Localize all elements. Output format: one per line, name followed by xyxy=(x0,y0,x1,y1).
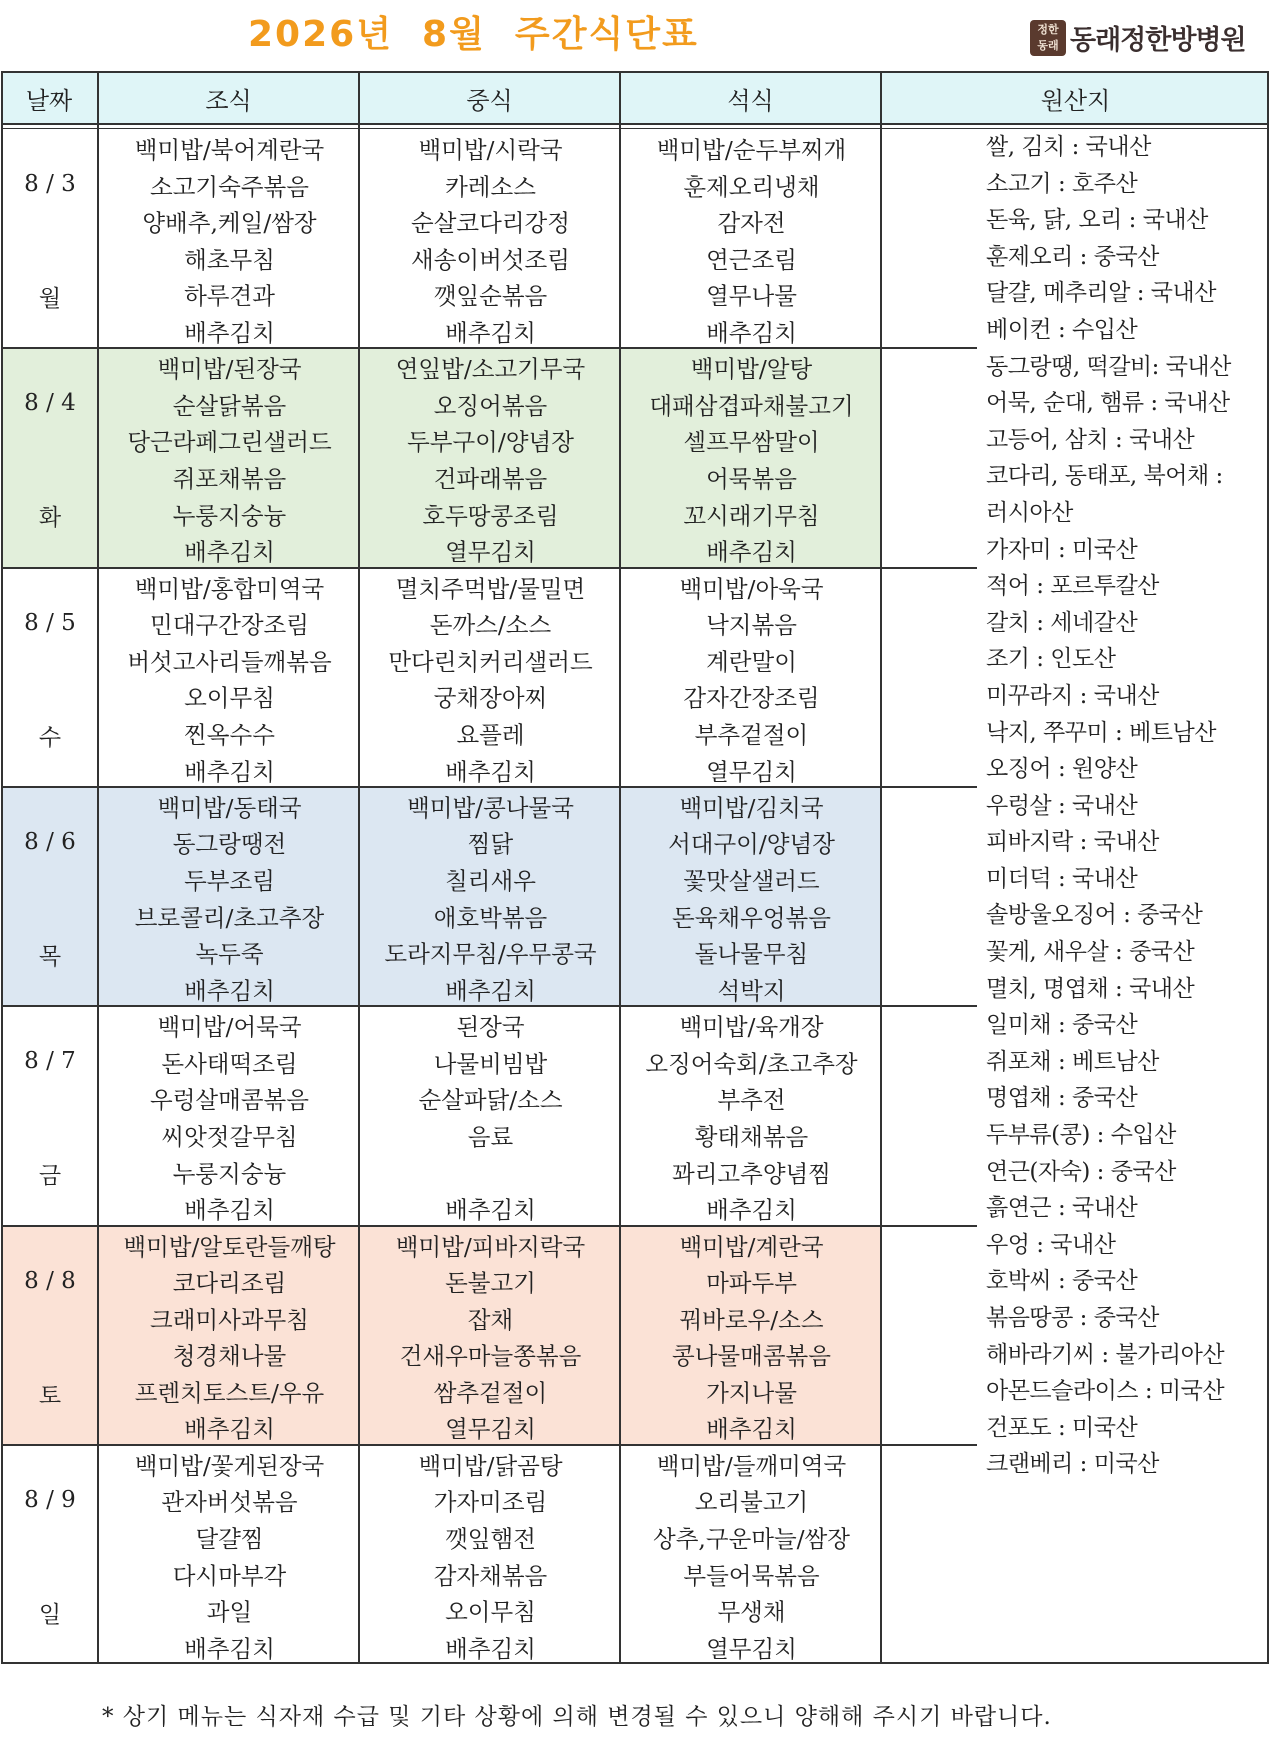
menu-item: 우렁살매콤볶음 xyxy=(150,1086,309,1115)
menu-item: 소고기숙주볶음 xyxy=(150,172,309,201)
menu-item: 열무김치 xyxy=(706,1634,797,1663)
menu-item: 연잎밥/소고기무국 xyxy=(395,355,586,384)
origin-item: 쌀, 김치 : 국내산 xyxy=(986,134,1151,160)
menu-item: 달걀찜 xyxy=(195,1524,264,1553)
menu-item: 코다리조림 xyxy=(172,1269,287,1298)
menu-item: 백미밥/동태국 xyxy=(157,793,302,822)
menu-item: 배추김치 xyxy=(706,1196,797,1225)
origin-item: 일미채 : 중국산 xyxy=(986,1012,1138,1039)
menu-item: 호두땅콩조림 xyxy=(422,501,559,530)
day-weekday: 화 xyxy=(38,505,62,532)
origin-item: 러시아산 xyxy=(986,499,1073,526)
menu-item: 관자버섯볶음 xyxy=(161,1488,298,1517)
menu-item: 해초무침 xyxy=(184,245,275,274)
menu-item: 무생채 xyxy=(717,1598,786,1627)
menu-item: 백미밥/북어계란국 xyxy=(134,136,325,164)
menu-item: 요플레 xyxy=(456,720,525,749)
menu-item: 감자간장조림 xyxy=(683,684,820,713)
menu-item: 백미밥/어묵국 xyxy=(157,1013,302,1042)
menu-item: 부들어묵볶음 xyxy=(683,1561,820,1590)
menu-item: 칠리새우 xyxy=(445,867,536,896)
menu-item: 건파래볶음 xyxy=(433,465,548,494)
origin-item: 베이컨 : 수입산 xyxy=(986,316,1138,343)
menu-item: 하루견과 xyxy=(184,282,275,311)
menu-item: 멸치주먹밥/물밀면 xyxy=(395,574,586,603)
origin-item: 어묵, 순대, 햄류 : 국내산 xyxy=(986,390,1230,417)
menu-item: 찜닭 xyxy=(467,830,514,859)
menu-item: 황태채볶음 xyxy=(694,1122,809,1151)
menu-item: 대패삼겹파채불고기 xyxy=(649,391,854,420)
menu-item: 배추김치 xyxy=(184,1634,275,1663)
menu-item: 순살파닭/소스 xyxy=(418,1086,563,1115)
menu-item: 동그랑땡전 xyxy=(172,830,287,859)
menu-item: 돈육채우엉볶음 xyxy=(672,903,831,932)
table-border xyxy=(1,71,1269,1664)
menu-item: 배추김치 xyxy=(445,1634,536,1663)
menu-item: 두부조림 xyxy=(184,867,275,896)
menu-item: 백미밥/알탕 xyxy=(690,355,813,384)
menu-item: 나물비빔밥 xyxy=(433,1049,548,1078)
menu-item: 상추,구운마늘/쌈장 xyxy=(653,1524,850,1553)
menu-item: 오이무침 xyxy=(184,684,275,713)
origin-item: 우렁살 : 국내산 xyxy=(986,792,1138,819)
menu-item: 새송이버섯조림 xyxy=(411,245,570,274)
hospital-seal-icon: 정한 동래 xyxy=(1030,20,1066,56)
menu-item: 배추김치 xyxy=(706,318,797,347)
menu-item: 백미밥/시락국 xyxy=(418,136,563,164)
footer-note: * 상기 메뉴는 식자재 수급 및 기타 상황에 의해 변경될 수 있으니 양해해 주시기 바랍니다. xyxy=(102,1704,1052,1730)
menu-item: 돌나물무침 xyxy=(694,940,809,969)
origin-item: 호박씨 : 중국산 xyxy=(986,1268,1138,1295)
menu-item: 백미밥/순두부찌개 xyxy=(656,136,847,164)
menu-item: 백미밥/피바지락국 xyxy=(395,1232,586,1261)
header-breakfast: 조식 xyxy=(99,71,360,125)
menu-item: 꼬시래기무침 xyxy=(683,501,820,530)
origin-item: 훈제오리 : 중국산 xyxy=(986,243,1159,270)
origin-item: 낙지, 쭈꾸미 : 베트남산 xyxy=(986,719,1216,746)
menu-item: 백미밥/아욱국 xyxy=(679,574,824,603)
menu-item: 석박지 xyxy=(717,976,786,1005)
menu-item: 훈제오리냉채 xyxy=(683,172,820,201)
menu-item: 배추김치 xyxy=(445,318,536,347)
origin-item: 멸치, 명엽채 : 국내산 xyxy=(986,975,1195,1002)
menu-item: 연근조림 xyxy=(706,245,797,274)
menu-item: 부추겉절이 xyxy=(694,720,809,749)
menu-item: 어묵볶음 xyxy=(706,465,797,494)
origin-item: 오징어 : 원양산 xyxy=(986,756,1138,783)
menu-item: 열무김치 xyxy=(706,757,797,786)
menu-item: 배추김치 xyxy=(184,1415,275,1444)
menu-item: 백미밥/꽃게된장국 xyxy=(134,1451,325,1480)
menu-item: 감자채볶음 xyxy=(433,1561,548,1590)
origin-item: 흙연근 : 국내산 xyxy=(986,1195,1138,1222)
day-date: 8 / 7 xyxy=(24,1048,76,1075)
menu-item: 녹두죽 xyxy=(195,940,264,969)
menu-item: 다시마부각 xyxy=(172,1561,287,1590)
menu-item: 배추김치 xyxy=(445,757,536,786)
menu-item: 백미밥/계란국 xyxy=(679,1232,824,1261)
menu-item: 백미밥/된장국 xyxy=(157,355,302,384)
origin-item: 갈치 : 세네갈산 xyxy=(986,609,1138,636)
menu-item: 누룽지숭늉 xyxy=(172,1159,287,1188)
menu-item: 카레소스 xyxy=(445,172,536,201)
menu-item: 오징어숙회/초고추장 xyxy=(645,1049,858,1078)
menu-item: 배추김치 xyxy=(184,538,275,567)
origin-item: 가자미 : 미국산 xyxy=(986,536,1138,563)
menu-item: 배추김치 xyxy=(706,1415,797,1444)
day-weekday: 금 xyxy=(38,1163,62,1190)
menu-item: 배추김치 xyxy=(184,757,275,786)
menu-item: 백미밥/홍합미역국 xyxy=(134,574,325,603)
menu-item: 순살닭볶음 xyxy=(172,391,287,420)
origin-item: 아몬드슬라이스 : 미국산 xyxy=(986,1378,1225,1405)
menu-item: 백미밥/닭곰탕 xyxy=(418,1451,563,1480)
menu-item: 만다린치커리샐러드 xyxy=(388,647,593,676)
menu-item: 찐옥수수 xyxy=(184,720,275,749)
day-weekday: 수 xyxy=(38,724,62,751)
origin-item: 솔방울오징어 : 중국산 xyxy=(986,902,1203,929)
menu-item: 배추김치 xyxy=(445,976,536,1005)
menu-item: 두부구이/양념장 xyxy=(407,428,574,457)
day-date: 8 / 9 xyxy=(24,1486,76,1513)
menu-item: 잡채 xyxy=(467,1305,514,1334)
menu-item: 프렌치토스트/우유 xyxy=(134,1378,325,1407)
menu-item: 콩나물매콤볶음 xyxy=(672,1342,831,1371)
menu-item: 배추김치 xyxy=(706,538,797,567)
menu-item: 감자전 xyxy=(717,209,786,238)
origin-item: 볶음땅콩 : 중국산 xyxy=(986,1305,1159,1331)
origin-item: 해바라기씨 : 불가리아산 xyxy=(986,1341,1225,1368)
header-date: 날짜 xyxy=(1,71,99,125)
menu-item: 청경채나물 xyxy=(172,1342,287,1371)
origin-item: 고등어, 삼치 : 국내산 xyxy=(986,426,1195,453)
header-dinner: 석식 xyxy=(621,71,882,125)
day-weekday: 월 xyxy=(38,286,62,312)
menu-item: 크래미사과무침 xyxy=(150,1305,309,1334)
menu-item: 계란말이 xyxy=(706,647,797,676)
menu-item: 돈까스/소스 xyxy=(429,611,552,640)
menu-item: 배추김치 xyxy=(445,1196,536,1225)
origin-item: 돈육, 닭, 오리 : 국내산 xyxy=(986,207,1208,234)
origin-item: 미꾸라지 : 국내산 xyxy=(986,682,1159,709)
menu-item: 서대구이/양념장 xyxy=(668,830,835,859)
menu-item: 꿔바로우/소스 xyxy=(679,1305,824,1334)
menu-item: 꽃맛살샐러드 xyxy=(683,867,820,896)
day-date: 8 / 4 xyxy=(24,390,76,417)
origin-item: 조기 : 인도산 xyxy=(986,646,1116,673)
header-origin: 원산지 xyxy=(882,71,1269,125)
day-date: 8 / 6 xyxy=(24,828,76,855)
menu-item: 양배추,케일/쌈장 xyxy=(142,209,317,238)
menu-item: 백미밥/들깨미역국 xyxy=(656,1451,847,1480)
menu-item: 씨앗젓갈무침 xyxy=(161,1122,298,1151)
hospital-name: 동래정한방병원 xyxy=(1070,25,1246,56)
menu-item: 궁채장아찌 xyxy=(433,684,548,713)
menu-item: 오이무침 xyxy=(445,1598,536,1627)
menu-item: 버섯고사리들깨볶음 xyxy=(127,647,332,676)
header-lunch: 중식 xyxy=(360,71,621,125)
menu-item: 도라지무침/우무콩국 xyxy=(384,940,597,969)
menu-item: 오징어볶음 xyxy=(433,391,548,420)
origin-item: 크랜베리 : 미국산 xyxy=(986,1451,1159,1478)
day-weekday: 토 xyxy=(38,1382,62,1409)
menu-item: 누룽지숭늉 xyxy=(172,501,287,530)
day-date: 8 / 8 xyxy=(24,1267,76,1294)
origin-item: 피바지락 : 국내산 xyxy=(986,829,1159,856)
origin-item: 소고기 : 호주산 xyxy=(986,170,1138,197)
menu-item: 낙지볶음 xyxy=(706,611,797,640)
origin-item: 미더덕 : 국내산 xyxy=(986,865,1138,892)
page-title: 2026년 8월 주간식단표 xyxy=(248,14,699,55)
menu-item: 백미밥/알토란들깨탕 xyxy=(123,1232,336,1261)
day-weekday: 목 xyxy=(38,943,62,970)
origin-item: 건포도 : 미국산 xyxy=(986,1414,1138,1441)
day-date: 8 / 3 xyxy=(24,171,76,197)
menu-item: 마파두부 xyxy=(706,1269,797,1298)
menu-item: 순살코다리강정 xyxy=(411,209,570,238)
menu-item: 깻잎햄전 xyxy=(445,1524,536,1553)
menu-item: 오리불고기 xyxy=(694,1488,809,1517)
menu-item: 깻잎순볶음 xyxy=(433,282,548,311)
menu-item: 배추김치 xyxy=(184,1196,275,1225)
menu-item: 열무김치 xyxy=(445,1415,536,1444)
menu-item: 열무김치 xyxy=(445,538,536,567)
menu-item: 배추김치 xyxy=(184,318,275,347)
origin-item: 꽃게, 새우살 : 중국산 xyxy=(986,939,1195,966)
origin-item: 명엽채 : 중국산 xyxy=(986,1085,1138,1112)
menu-item: 백미밥/콩나물국 xyxy=(407,793,574,822)
menu-item: 돈불고기 xyxy=(445,1269,536,1298)
menu-item: 가지나물 xyxy=(706,1378,797,1407)
day-weekday: 일 xyxy=(38,1601,62,1628)
weekly-menu-table xyxy=(1,71,1269,1664)
origin-item: 우엉 : 국내산 xyxy=(986,1231,1116,1258)
menu-item: 애호박볶음 xyxy=(433,903,548,932)
menu-item: 백미밥/김치국 xyxy=(679,793,824,822)
origin-item: 적어 : 포르투칼산 xyxy=(986,573,1159,600)
menu-item: 브로콜리/초고추장 xyxy=(134,903,325,932)
origin-item: 쥐포채 : 베트남산 xyxy=(986,1048,1159,1075)
menu-item: 가자미조림 xyxy=(433,1488,548,1517)
menu-item: 쌈추겉절이 xyxy=(433,1378,548,1407)
menu-item: 백미밥/육개장 xyxy=(679,1013,824,1042)
menu-item: 된장국 xyxy=(456,1013,525,1042)
menu-item: 쥐포채볶음 xyxy=(172,465,287,494)
hospital-logo xyxy=(1030,18,1246,57)
menu-item: 부추전 xyxy=(717,1086,786,1115)
origin-item: 연근(자숙) : 중국산 xyxy=(986,1158,1176,1185)
menu-item: 건새우마늘쫑볶음 xyxy=(399,1342,582,1371)
origin-item: 달걀, 메추리알 : 국내산 xyxy=(986,280,1216,307)
day-date: 8 / 5 xyxy=(24,609,76,636)
menu-item: 열무나물 xyxy=(706,282,797,311)
menu-item: 민대구간장조림 xyxy=(150,611,309,640)
menu-item: 배추김치 xyxy=(184,976,275,1005)
menu-item: 셀프무쌈말이 xyxy=(683,428,820,457)
menu-item: 과일 xyxy=(206,1598,253,1627)
origin-item: 코다리, 동태포, 북어채 : xyxy=(986,463,1223,490)
menu-item: 꽈리고추양념찜 xyxy=(672,1159,831,1188)
origin-item: 두부류(콩) : 수입산 xyxy=(986,1122,1176,1149)
origin-item: 동그랑땡, 떡갈비: 국내산 xyxy=(986,353,1231,380)
menu-item: 돈사태떡조림 xyxy=(161,1049,298,1078)
menu-item: 음료 xyxy=(467,1122,514,1151)
menu-item: 당근라페그린샐러드 xyxy=(127,428,332,457)
